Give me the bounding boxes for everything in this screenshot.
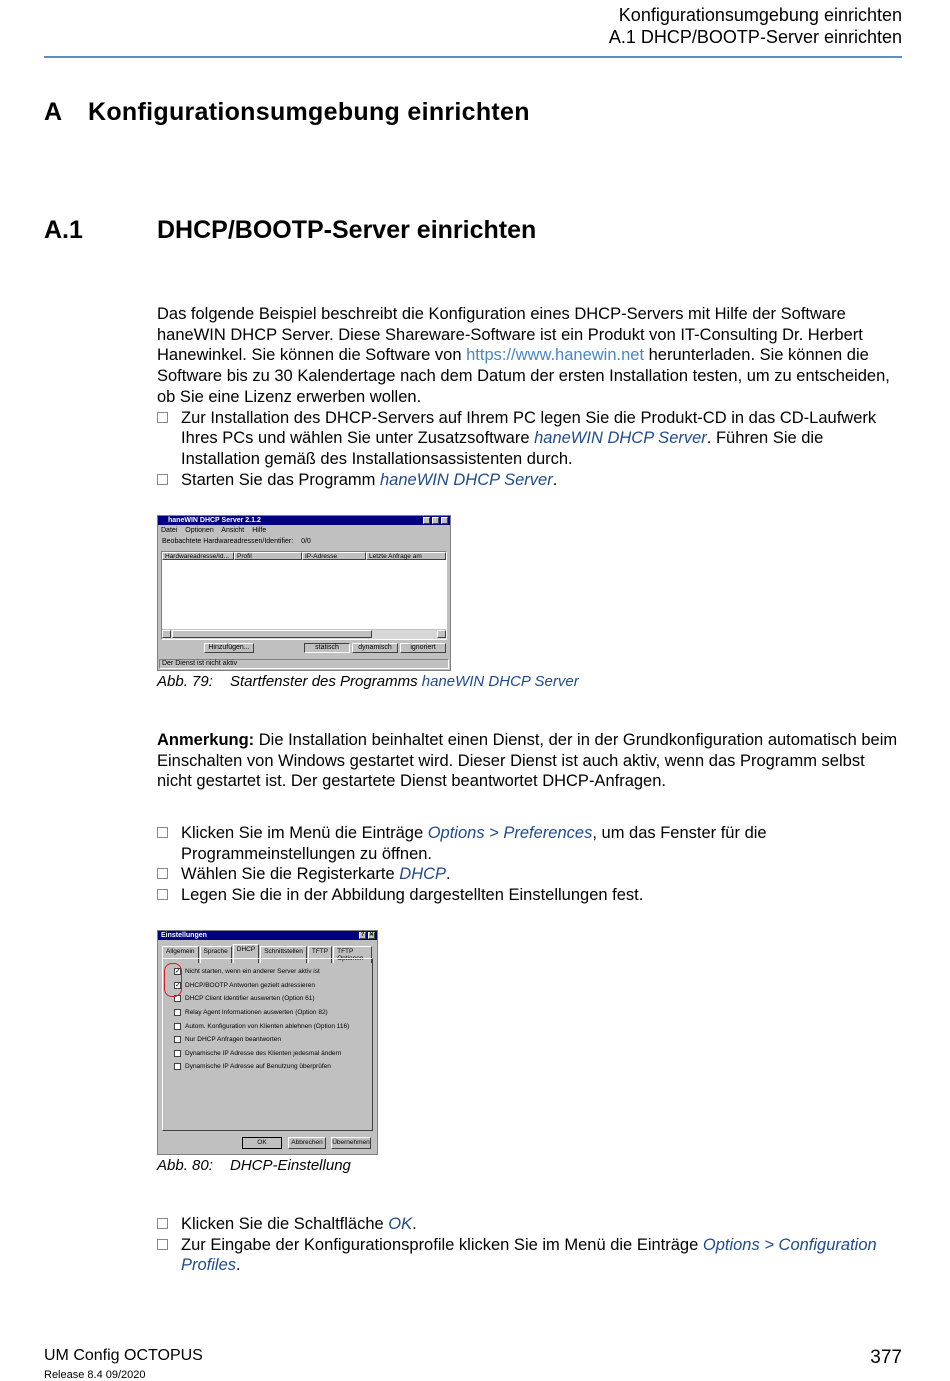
option-label: Autom. Konfiguration von Klienten ablehnen (Option 116) — [185, 1022, 350, 1030]
ignore-button[interactable]: ignoriert — [400, 643, 446, 653]
scroll-left-icon[interactable] — [162, 630, 171, 638]
step-emphasis: haneWIN DHCP Server — [380, 470, 553, 489]
minimize-icon[interactable] — [423, 517, 430, 524]
step-text: . — [236, 1256, 241, 1275]
column-header[interactable]: Profil — [234, 552, 302, 560]
option-row[interactable] — [174, 1006, 372, 1020]
checkbox-checked-icon[interactable]: ✓ — [175, 968, 181, 976]
option-label: DHCP/BOOTP Antworten gezielt adressieren — [185, 981, 315, 989]
tab-tftp[interactable]: TFTP — [308, 946, 332, 963]
apply-button[interactable]: Übernehmen — [331, 1137, 371, 1149]
checkbox-checked-icon[interactable]: ✓ — [175, 981, 181, 989]
caption-label: Abb. 80: — [157, 1157, 213, 1174]
menu-bar — [158, 525, 450, 536]
step-item — [157, 885, 902, 906]
window-titlebar — [158, 516, 450, 525]
intro-paragraph — [157, 304, 902, 408]
step-text: Starten Sie das Programm — [181, 470, 380, 489]
step-item — [157, 823, 902, 864]
tab-dhcp[interactable]: DHCP — [233, 944, 259, 963]
menu-datei[interactable]: Datei — [161, 527, 178, 534]
step-text: . Führen Sie die Installation gemäß des Installationsassistenten durch. — [181, 429, 824, 468]
step-checkbox-icon — [157, 868, 168, 879]
status-bar: Der Dienst ist nicht aktiv — [159, 659, 449, 669]
step-text: . — [552, 470, 558, 489]
step-checkbox-icon — [157, 889, 168, 900]
note-paragraph — [157, 730, 902, 792]
step-text: Klicken Sie im Menü die Einträge — [181, 824, 428, 842]
step-item — [157, 1235, 902, 1276]
dialog-title: Einstellungen — [161, 932, 207, 939]
step-emphasis: DHCP — [399, 865, 447, 884]
tab-tftp-optionen[interactable]: TFTP Optionen — [333, 946, 372, 963]
step-checkbox-icon — [157, 412, 168, 423]
step-emphasis: Options > Preferences — [427, 824, 593, 842]
intro-text-1: Das folgende Beispiel beschreibt die Konfiguration eines DHCP-Servers mit Hilfe der Software haneWIN DHCP Server. Diese Shareware-Software ist ein Produkt von IT-Consulting Dr. Herbert Hanewinkel. Sie können die Software von — [157, 305, 863, 365]
help-icon[interactable]: ? — [360, 932, 365, 938]
checkbox-icon[interactable] — [174, 1063, 181, 1070]
running-header-section: A.1 DHCP/BOOTP-Server einrichten — [608, 27, 902, 47]
step-text: Zur Installation des DHCP-Servers auf Ihrem PC legen Sie die Produkt-CD in das CD-Laufwerk Ihres PCs und wählen Sie unter Zusatzsoftware — [181, 408, 877, 448]
option-label: Dynamische IP Adresse des Klienten jedesmal ändern — [185, 1049, 342, 1057]
static-button[interactable]: statisch — [304, 643, 350, 653]
intro-block — [157, 304, 902, 490]
observed-label: Beobachtete Hardwareadressen/Identifier: — [162, 538, 294, 545]
scroll-right-icon[interactable] — [437, 630, 446, 638]
checkbox-icon[interactable] — [174, 1050, 181, 1057]
intro-text-2: herunterladen. Sie können die Software bis zu 30 Kalendertage nach dem Datum der ersten Installation testen, um zu entscheiden, ob Sie eine Lizenz erwerben wollen. — [157, 346, 890, 406]
option-row[interactable] — [174, 992, 372, 1006]
step-checkbox-icon — [157, 474, 168, 485]
chapter-number: A — [44, 98, 63, 126]
settings-dialog-screenshot — [157, 930, 378, 1155]
tab-sprache[interactable]: Sprache — [200, 946, 232, 963]
close-icon[interactable] — [441, 517, 448, 524]
section-heading — [44, 216, 536, 245]
step-text: Klicken Sie die Schaltfläche — [181, 1215, 389, 1233]
step-emphasis: Options > Configuration Profiles — [181, 1235, 877, 1275]
observed-count: 0/0 — [301, 538, 311, 545]
dhcp-tab-panel — [162, 958, 373, 1131]
option-row[interactable] — [174, 1047, 372, 1061]
scroll-thumb[interactable] — [172, 630, 372, 638]
step-emphasis: haneWIN DHCP Server — [534, 429, 707, 448]
list-header — [162, 552, 446, 560]
option-label: Relay Agent Informationen auswerten (Option 82) — [185, 1009, 328, 1017]
observed-line — [158, 536, 450, 547]
close-icon[interactable]: ✕ — [369, 932, 375, 938]
dynamic-button[interactable]: dynamisch — [352, 643, 398, 653]
window-title: haneWIN DHCP Server 2.1.2 — [168, 517, 261, 524]
page-number: 377 — [870, 1347, 902, 1368]
maximize-icon[interactable] — [432, 517, 439, 524]
menu-hilfe[interactable]: Hilfe — [252, 527, 267, 534]
caption-text: Startfenster des Programms — [230, 673, 422, 690]
figure-caption-80 — [157, 1157, 351, 1174]
step-text: . — [412, 1215, 417, 1233]
option-label: Nur DHCP Anfragen beantworten — [185, 1036, 281, 1044]
step-text: Zur Eingabe der Konfigurationsprofile klicken Sie im Menü die Einträge — [181, 1235, 703, 1254]
header-rule — [44, 56, 902, 58]
column-header[interactable]: Hardwareadresse/Id... — [162, 552, 234, 560]
cancel-button[interactable]: Abbrechen — [288, 1137, 326, 1149]
dialog-titlebar — [158, 931, 377, 940]
tab-allgemein[interactable]: Allgemein — [162, 946, 199, 963]
option-row[interactable] — [174, 965, 372, 979]
checkbox-icon[interactable] — [174, 1023, 181, 1030]
steps-block-3 — [157, 1214, 902, 1276]
step-text: Legen Sie die in der Abbildung dargestellten Einstellungen fest. — [181, 886, 644, 905]
step-text: . — [446, 865, 451, 884]
horizontal-scrollbar[interactable] — [162, 629, 446, 639]
step-checkbox-icon — [157, 1218, 168, 1229]
caption-cite: haneWIN DHCP Server — [421, 673, 579, 690]
caption-text: DHCP-Einstellung — [230, 1157, 351, 1174]
step-text: Wählen Sie die Registerkarte — [181, 865, 400, 884]
footer-doc-title: UM Config OCTOPUS — [44, 1347, 203, 1364]
option-row[interactable] — [174, 1019, 372, 1033]
menu-ansicht[interactable]: Ansicht — [221, 527, 245, 534]
section-title: DHCP/BOOTP-Server einrichten — [157, 216, 537, 244]
option-row[interactable] — [174, 979, 372, 993]
step-item — [157, 470, 902, 491]
column-header[interactable]: IP-Adresse — [302, 552, 366, 560]
step-checkbox-icon — [157, 1239, 168, 1250]
note-text: Die Installation beinhaltet einen Dienst, der in der Grundkonfiguration automatisch beim Einschalten von Windows gestartet wird. Dieser Dienst ist auch aktiv, wenn das Programm selbst nicht gestartet ist. Der gestartete Dienst beantwortet DHCP-Anfragen. — [157, 731, 898, 791]
step-text: , um das Fenster für die Programmeinstellungen zu öffnen. — [181, 824, 767, 863]
note-label: Anmerkung: — [157, 731, 255, 749]
hanewin-link[interactable]: https://www.hanewin.net — [466, 346, 645, 365]
highlight-ellipse — [164, 963, 182, 997]
menu-optionen[interactable]: Optionen — [185, 527, 214, 534]
tab-schnittstellen[interactable]: Schnittstellen — [260, 946, 307, 963]
caption-label: Abb. 79: — [157, 673, 213, 690]
option-label: Nicht starten, wenn ein anderer Server aktiv ist — [185, 968, 320, 976]
option-label: DHCP Client Identifier auswerten (Option 61) — [185, 995, 315, 1003]
running-header-chapter: Konfigurationsumgebung einrichten — [618, 5, 902, 25]
option-label: Dynamische IP Adresse auf Benutzung überprüfen — [185, 1063, 331, 1071]
address-list[interactable] — [161, 551, 447, 640]
steps-block-2 — [157, 823, 902, 906]
chapter-heading — [44, 98, 530, 127]
step-item — [157, 864, 902, 885]
step-checkbox-icon — [157, 827, 168, 838]
add-button[interactable]: Hinzufügen... — [204, 643, 254, 653]
section-number: A.1 — [44, 216, 83, 244]
hanewin-main-window-screenshot — [157, 515, 451, 671]
step-item — [157, 1214, 902, 1235]
chapter-title: Konfigurationsumgebung einrichten — [88, 98, 530, 126]
option-row[interactable] — [174, 1060, 372, 1074]
checkbox-icon[interactable] — [174, 1009, 181, 1016]
options-list — [174, 965, 372, 1074]
footer-release: Release 8.4 09/2020 — [44, 1369, 146, 1381]
checkbox-icon[interactable] — [174, 1036, 181, 1043]
figure-caption-79 — [157, 673, 579, 690]
column-header[interactable]: Letzte Anfrage am — [366, 552, 446, 560]
ok-button[interactable]: OK — [242, 1137, 282, 1149]
step-item — [157, 408, 902, 470]
option-row[interactable] — [174, 1033, 372, 1047]
step-emphasis: OK — [388, 1215, 413, 1233]
